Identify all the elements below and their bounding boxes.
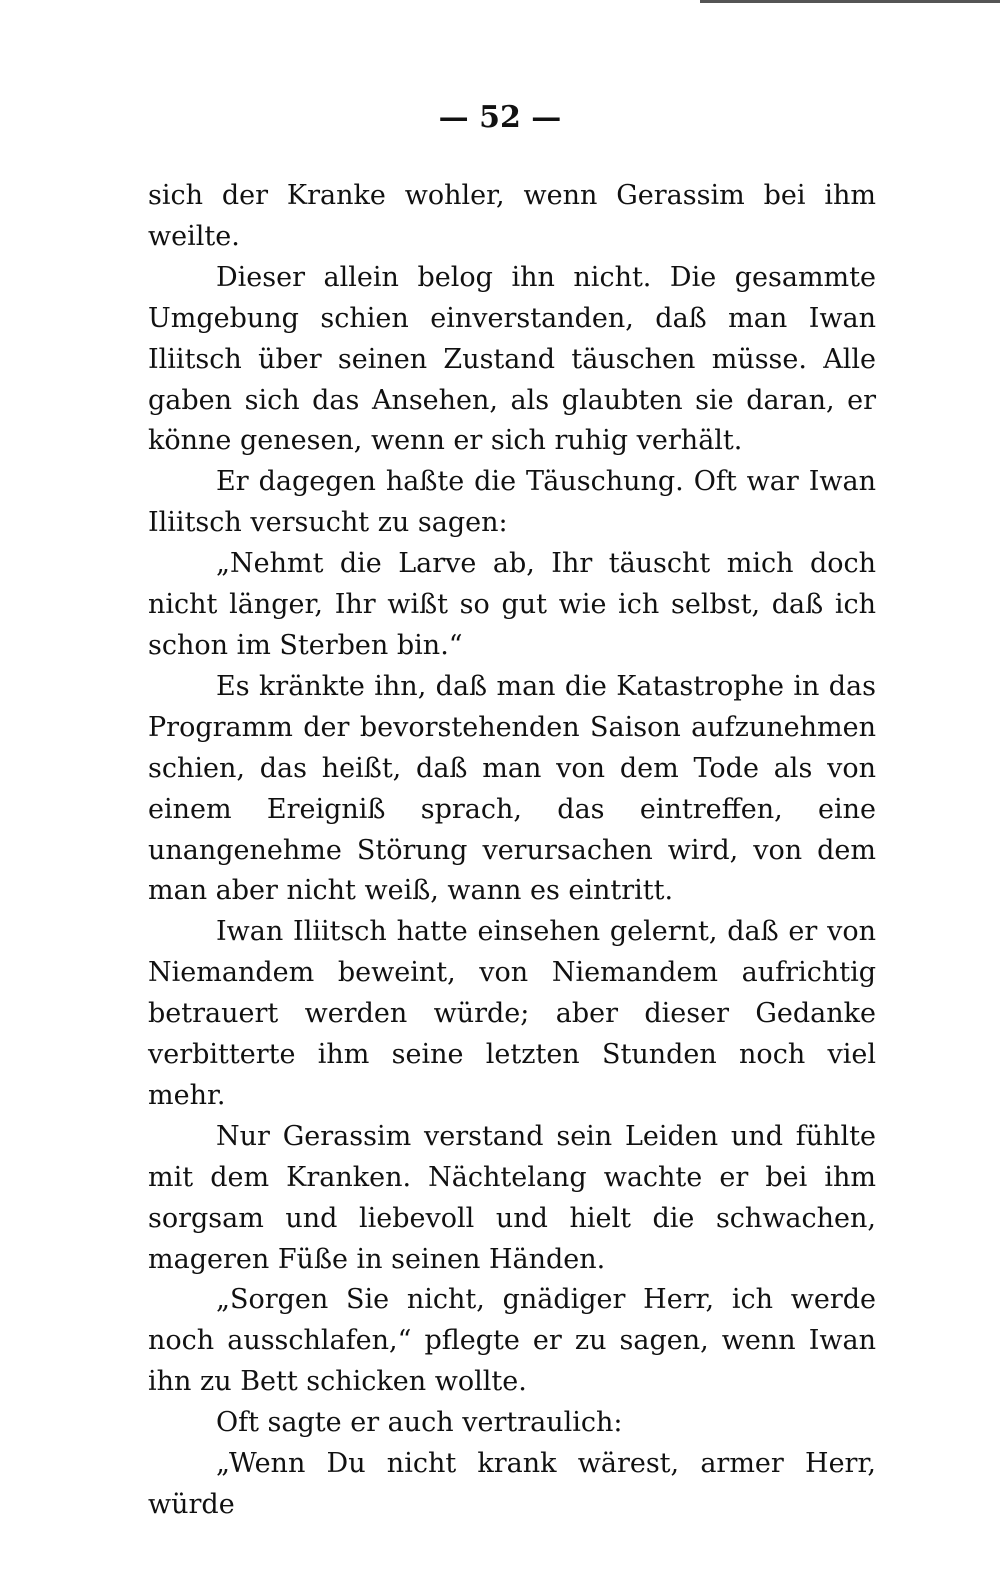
- paragraph-quote: „Nehmt die Larve ab, Ihr täuscht mich doch nicht länger, Ihr wißt so gut wie ich selbst, daß ich schon im Sterben bin.“: [148, 548, 876, 661]
- page-number: — 52 —: [438, 100, 562, 135]
- paragraph-quote: „Wenn Du nicht krank wärest, armer Herr, würde: [148, 1448, 876, 1520]
- top-edge-rule: [700, 0, 1000, 3]
- paragraph: Dieser allein belog ihn nicht. Die gesammte Umgebung schien einverstanden, daß man Iwan Iliitsch über seinen Zustand täuschen müsse. Alle gaben sich das Ansehen, als glaubten sie daran, er könne genesen, wenn er sich ruhig verhält.: [148, 261, 876, 457]
- paragraph-quote: „Sorgen Sie nicht, gnädiger Herr, ich werde noch ausschlafen,“ pflegte er zu sagen, wenn Iwan ihn zu Bett schicken wollte.: [148, 1284, 876, 1398]
- page-body: [148, 176, 876, 1526]
- paragraph: Nur Gerassim verstand sein Leiden und fühlte mit dem Kranken. Nächtelang wachte er bei ihm sorgsam und liebevoll und hielt die schwachen, mageren Füße in seinen Händen.: [148, 1120, 876, 1275]
- paragraph-continuation: sich der Kranke wohler, wenn Gerassim bei ihm weilte.: [148, 180, 876, 252]
- paragraph: Er dagegen haßte die Täuschung. Oft war Iwan Iliitsch versucht zu sagen:: [148, 466, 876, 539]
- paragraph: Iwan Iliitsch hatte einsehen gelernt, daß er von Niemandem beweint, von Niemandem aufrichtig betrauert werden würde; aber dieser Gedanke verbitterte ihm seine letzten Stunden noch viel mehr.: [148, 916, 876, 1111]
- paragraph: Es kränkte ihn, daß man die Katastrophe in das Programm der bevorstehenden Saison aufzunehmen schien, das heißt, daß man von dem Tode als von einem Ereigniß sprach, das eintreffen, eine unangenehme Störung verursachen wird, von dem man aber nicht weiß, wann es eintritt.: [148, 670, 876, 907]
- paragraph: Oft sagte er auch vertraulich:: [216, 1407, 623, 1439]
